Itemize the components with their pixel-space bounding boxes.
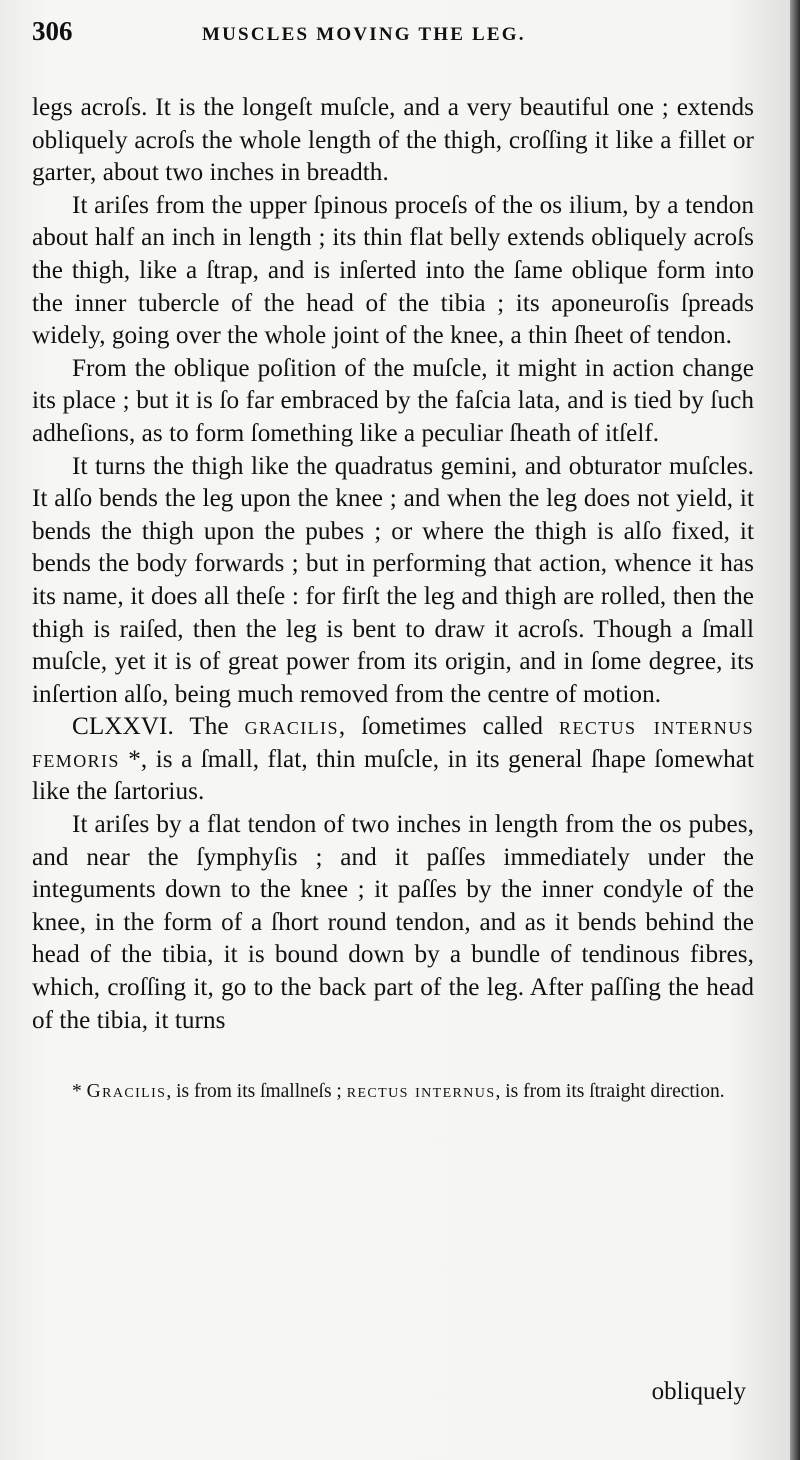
paragraph-5: CLXXVI. The gracilis, ſometimes called rectus internus femoris *, is a ſmall, flat, thin muſcle, in its general ſhape ſomewhat like the ſartorius. (32, 713, 755, 806)
paragraph-2: It ariſes from the upper ſpinous proceſs of the os ilium, by a tendon about half an inch in length ; its thin flat belly extends obliquely acroſs the thigh, like a ſtrap, and is inſerted into the ſame oblique form into the inner tubercle of the head of the tibia ; its aponeuroſis ſpreads widely, going over the whole joint of the knee, a thin ſheet of tendon. (32, 191, 754, 350)
paragraph-6: It ariſes by a flat tendon of two inches in length from the os pubes, and near the ſymphyſis ; and it paſſes immediately under the integuments down to the knee ; it paſſes by the inner condyle of the knee, in the form of a ſhort round tendon, and as it bends behind the head of the tibia, it is bound down by a bundle of tendinous fibres, which, croſſing it, go to the back part of the leg. After paſſing the head of the tibia, it turns (32, 811, 754, 1034)
footnote: * Gracilis, is from its ſmallneſs ; rectus internus, is from its ſtraight direction. (72, 1081, 725, 1103)
muscle-name-rectus-internus: rectus internus femoris (32, 713, 755, 773)
page-header (32, 16, 754, 68)
footnote-term-gracilis: Gracilis (86, 1081, 167, 1103)
body-text (32, 92, 754, 1037)
page-number: 306 (32, 16, 73, 46)
footnote-term-rectus-internus: rectus internus (346, 1081, 496, 1103)
paragraph-4: It turns the thigh like the quadratus gemini, and obturator muſcles. It alſo bends the leg upon the knee ; and when the leg does not yield, it bends the thigh upon the pubes ; or where the thigh is alſo fixed, it bends the body forwards ; but in performing that action, whence it has its name, it does all theſe : for firſt the leg and thigh are rolled, then the thigh is raiſed, then the leg is bent to draw it acroſs. Though a ſmall muſcle, yet it is of great power from its origin, and in ſome degree, its inſertion alſo, being much removed from the centre of motion. (32, 452, 754, 708)
catchword: obliquely (651, 1378, 746, 1405)
running-head: MUSCLES MOVING THE LEG. (202, 24, 526, 45)
muscle-name-gracilis: gracilis (244, 713, 339, 741)
paragraph-1: legs acroſs. It is the longeſt muſcle, and a very beautiful one ; extends obliquely acroſs the whole length of the thigh, croſſing it like a fillet or garter, about two inches in breadth. (32, 94, 754, 187)
paragraph-3: From the oblique poſition of the muſcle, it might in action change its place ; but it is ſo far embraced by the faſcia lata, and is tied by ſuch adheſions, as to form ſomething like a peculiar ſheath of itſelf. (32, 354, 754, 447)
page-edge-shadow (790, 0, 800, 1460)
section-number: CLXXVI. The (72, 713, 245, 741)
